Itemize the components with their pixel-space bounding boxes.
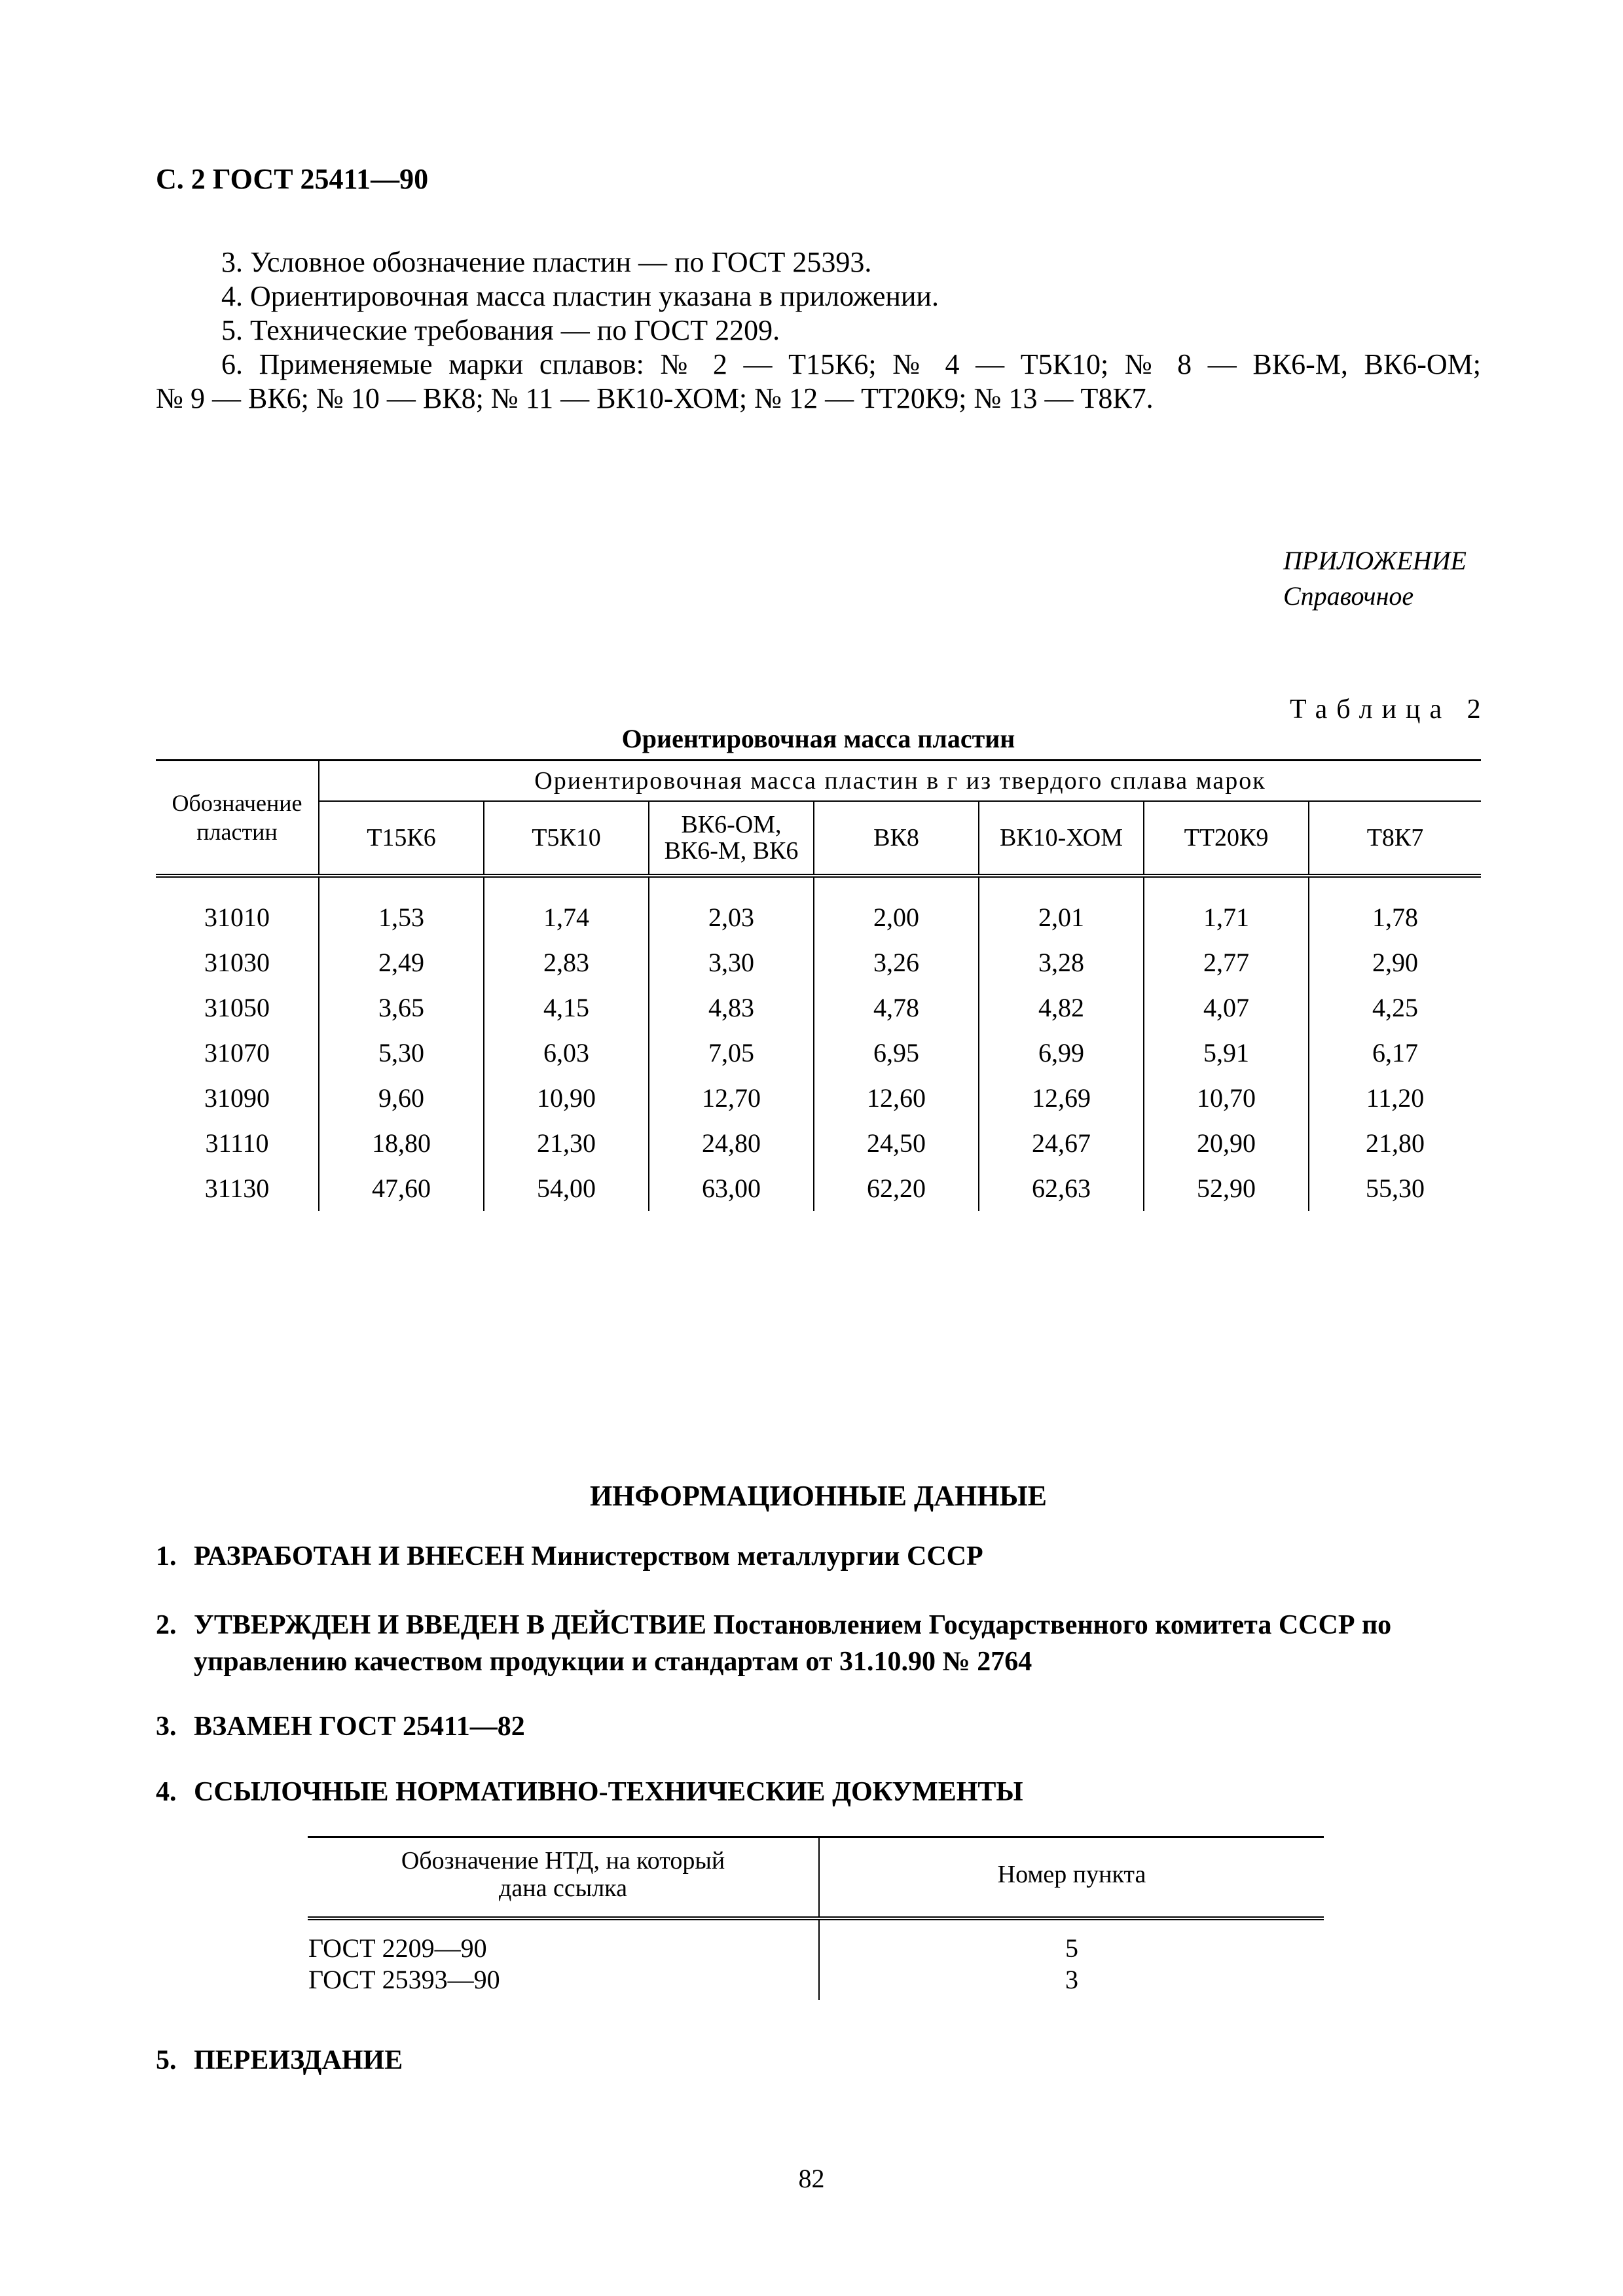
cell: 21,80 xyxy=(1366,1128,1425,1158)
row-id: 31050 xyxy=(156,985,319,1030)
appendix-kind: Справочное xyxy=(1283,581,1414,611)
cell: 6,95 xyxy=(814,1030,979,1075)
info-item-3 xyxy=(156,1708,1481,1745)
table-row xyxy=(308,1918,1324,1964)
cell: 3,30 xyxy=(649,940,814,985)
cell: 20,90 xyxy=(1144,1121,1309,1166)
cell: 21,30 xyxy=(484,1121,649,1166)
table-row xyxy=(308,1964,1324,2000)
table-row xyxy=(156,876,1481,940)
appendix-heading xyxy=(1283,543,1467,614)
cell: 55,30 xyxy=(1366,1174,1425,1203)
info-item-text: ПЕРЕИЗДАНИЕ xyxy=(194,2045,403,2075)
info-item-number: 2. xyxy=(156,1610,177,1640)
row-id: 31090 xyxy=(156,1075,319,1121)
col-header-vk8: ВК8 xyxy=(814,801,979,876)
cell: 6,17 xyxy=(1372,1038,1418,1067)
info-item-1 xyxy=(156,1538,1481,1575)
mass-table xyxy=(156,759,1481,1211)
col-header-vk6-line-1: ВК6-ОМ, xyxy=(681,811,782,838)
clause-4: 4. Ориентировочная масса пластин указана в приложении. xyxy=(221,280,939,312)
col-header-vk10-khom: ВК10-ХОМ xyxy=(979,801,1144,876)
info-item-number: 4. xyxy=(156,1777,177,1807)
cell: 4,78 xyxy=(814,985,979,1030)
cell: 9,60 xyxy=(319,1075,484,1121)
cell: 2,01 xyxy=(979,876,1144,940)
row-id: 31030 xyxy=(156,940,319,985)
clause-3: 3. Условное обозначение пластин — по ГОСТ 25393. xyxy=(221,246,872,278)
info-title: ИНФОРМАЦИОННЫЕ ДАННЫЕ xyxy=(589,1480,1048,1512)
cell: 2,83 xyxy=(484,940,649,985)
col-header-vk6-line-2: ВК6-М, ВК6 xyxy=(664,837,799,865)
group-header: Ориентировочная масса пластин в г из твердого сплава марок xyxy=(319,761,1481,802)
table-number: Таблица 2 xyxy=(1290,694,1490,725)
cell: 24,67 xyxy=(979,1121,1144,1166)
cell: 62,20 xyxy=(814,1166,979,1211)
col-header-t15k6: Т15К6 xyxy=(319,801,484,876)
col-header-vk6 xyxy=(649,801,814,876)
cell: 4,25 xyxy=(1372,993,1418,1022)
cell: 24,50 xyxy=(814,1121,979,1166)
cell: 5,30 xyxy=(319,1030,484,1075)
designation-header-line-2: пластин xyxy=(196,819,278,845)
cell: 12,70 xyxy=(649,1075,814,1121)
cell: 5,91 xyxy=(1144,1030,1309,1075)
refs-col-clause-header: Номер пункта xyxy=(819,1837,1324,1919)
cell: 63,00 xyxy=(649,1166,814,1211)
refs-doc: ГОСТ 25393—90 xyxy=(308,1964,819,2000)
clause-6-line-1: 6. Применяемые марки сплавов: № 2 — Т15К6; № 4 — Т5К10; № 8 — ВК6-М, ВК6-ОМ; xyxy=(221,348,1481,380)
cell: 1,71 xyxy=(1144,876,1309,940)
references-table xyxy=(308,1836,1324,2000)
col-header-t8k7: Т8К7 xyxy=(1309,801,1481,876)
cell: 4,83 xyxy=(649,985,814,1030)
row-id: 31110 xyxy=(156,1121,319,1166)
table-row xyxy=(156,1121,1481,1166)
info-item-text-line-2: управлению качеством продукции и стандартам от 31.10.90 № 2764 xyxy=(194,1647,1032,1677)
row-id: 31070 xyxy=(156,1030,319,1075)
info-item-4 xyxy=(156,1774,1481,1810)
table-row xyxy=(156,1075,1481,1121)
clause-5: 5. Технические требования — по ГОСТ 2209. xyxy=(221,314,780,346)
cell: 12,69 xyxy=(979,1075,1144,1121)
clauses xyxy=(156,242,1481,419)
info-item-5 xyxy=(156,2042,1481,2079)
appendix-label: ПРИЛОЖЕНИЕ xyxy=(1283,546,1467,575)
table-row xyxy=(156,1030,1481,1075)
col-header-t5k10: Т5К10 xyxy=(484,801,649,876)
table-title: Ориентировочная масса пластин xyxy=(621,724,1015,753)
cell: 10,70 xyxy=(1144,1075,1309,1121)
cell: 4,82 xyxy=(979,985,1144,1030)
table-row xyxy=(156,1166,1481,1211)
cell: 1,74 xyxy=(484,876,649,940)
designation-header-line-1: Обозначение xyxy=(172,790,302,816)
info-item-number: 3. xyxy=(156,1712,177,1742)
info-item-2 xyxy=(156,1607,1481,1680)
refs-col-doc-header xyxy=(308,1837,819,1919)
table-row xyxy=(156,940,1481,985)
row-id: 31130 xyxy=(156,1166,319,1211)
cell: 12,60 xyxy=(814,1075,979,1121)
cell: 54,00 xyxy=(484,1166,649,1211)
cell: 24,80 xyxy=(649,1121,814,1166)
info-item-text: ВЗАМЕН ГОСТ 25411—82 xyxy=(194,1712,525,1742)
col-header-tt20k9: ТТ20К9 xyxy=(1144,801,1309,876)
cell: 52,90 xyxy=(1144,1166,1309,1211)
cell: 2,49 xyxy=(319,940,484,985)
running-title: С. 2 ГОСТ 25411—90 xyxy=(156,163,429,195)
cell: 2,90 xyxy=(1372,948,1418,977)
page-number: 82 xyxy=(798,2164,825,2193)
refs-clause: 3 xyxy=(1065,1965,1078,1994)
info-item-text: ССЫЛОЧНЫЕ НОРМАТИВНО-ТЕХНИЧЕСКИЕ ДОКУМЕНТЫ xyxy=(194,1777,1023,1807)
cell: 2,77 xyxy=(1144,940,1309,985)
cell: 3,65 xyxy=(319,985,484,1030)
cell: 1,53 xyxy=(319,876,484,940)
row-id: 31010 xyxy=(156,876,319,940)
table-row xyxy=(156,985,1481,1030)
cell: 2,03 xyxy=(649,876,814,940)
clause-6-line-2: № 9 — ВК6; № 10 — ВК8; № 11 — ВК10-ХОМ; № 12 — ТТ20К9; № 13 — Т8К7. xyxy=(156,382,1154,414)
info-item-text-line-1: УТВЕРЖДЕН И ВВЕДЕН В ДЕЙСТВИЕ Постановлением Государственного комитета СССР по xyxy=(194,1610,1392,1640)
refs-clause: 5 xyxy=(1065,1933,1078,1963)
cell: 7,05 xyxy=(649,1030,814,1075)
refs-doc: ГОСТ 2209—90 xyxy=(308,1918,819,1964)
info-item-text: РАЗРАБОТАН И ВНЕСЕН Министерством металлургии СССР xyxy=(194,1541,983,1571)
cell: 3,26 xyxy=(814,940,979,985)
cell: 47,60 xyxy=(319,1166,484,1211)
cell: 4,07 xyxy=(1144,985,1309,1030)
cell: 62,63 xyxy=(979,1166,1144,1211)
refs-col-doc-header-line-2: дана ссылка xyxy=(499,1874,627,1902)
info-item-number: 5. xyxy=(156,2045,177,2075)
cell: 18,80 xyxy=(319,1121,484,1166)
cell: 1,78 xyxy=(1372,903,1418,932)
cell: 4,15 xyxy=(484,985,649,1030)
refs-col-doc-header-line-1: Обозначение НТД, на который xyxy=(401,1847,725,1874)
designation-header xyxy=(156,761,319,876)
cell: 3,28 xyxy=(979,940,1144,985)
cell: 6,99 xyxy=(979,1030,1144,1075)
cell: 2,00 xyxy=(814,876,979,940)
info-item-number: 1. xyxy=(156,1541,177,1571)
cell: 6,03 xyxy=(484,1030,649,1075)
cell: 10,90 xyxy=(484,1075,649,1121)
cell: 11,20 xyxy=(1366,1083,1425,1113)
